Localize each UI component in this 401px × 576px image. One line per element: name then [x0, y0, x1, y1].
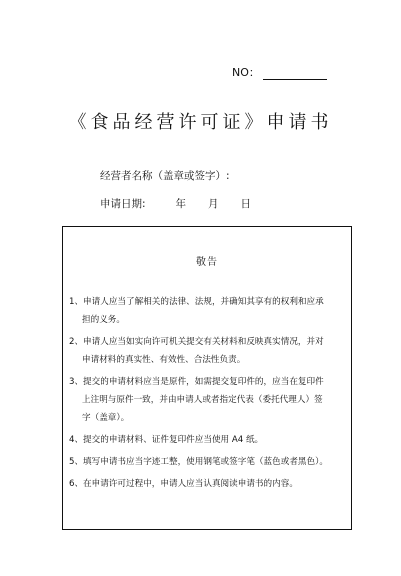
date-label: 申请日期: [100, 198, 146, 210]
notice-item [69, 373, 349, 427]
application-number [232, 64, 327, 80]
notice-item [69, 475, 349, 493]
no-label: NO： [232, 66, 260, 79]
notice-item-line: 1、申请人应当了解相关的法律、法规，并确知其享有的权利和应承 [69, 297, 324, 307]
notice-item [69, 431, 349, 449]
notice-item-line: 担的义务。 [82, 315, 125, 325]
notice-item [69, 333, 349, 369]
notice-item-line: 上注明与原件一致，并由申请人或者指定代表（委托代理人）签 [82, 395, 323, 405]
notice-list [69, 293, 349, 497]
notice-item-line: 3、提交的申请材料应当是原件，如需提交复印件的，应当在复印件 [69, 377, 324, 387]
month-label: 月 [208, 198, 219, 210]
notice-box [62, 226, 352, 530]
application-number-field[interactable] [263, 67, 327, 80]
notice-item-line: 4、提交的申请材料、证件复印件应当使用 A4 纸。 [69, 435, 264, 445]
notice-item [69, 293, 349, 329]
day-label: 日 [240, 198, 252, 210]
notice-item-line: 申请材料的真实性、有效性、合法性负责。 [82, 355, 246, 365]
notice-item [69, 453, 349, 471]
operator-name-label: 经营者名称（盖章或签字）: [100, 170, 230, 182]
notice-item-line: 5、填写申请书应当字迹工整，使用钢笔或签字笔（蓝色或者黑色）。 [69, 457, 328, 467]
notice-item-line: 字（盖章）。 [82, 413, 130, 423]
notice-item-line: 2、申请人应当如实向许可机关提交有关材料和反映真实情况，并对 [69, 337, 324, 347]
notice-title: 敬告 [196, 257, 218, 268]
application-date-row [100, 196, 251, 211]
notice-item-line: 6、在申请许可过程中，申请人应当认真阅读申请书的内容。 [69, 479, 298, 489]
document-title: 《食品经营许可证》申请书 [68, 112, 333, 133]
year-label: 年 [175, 198, 187, 210]
